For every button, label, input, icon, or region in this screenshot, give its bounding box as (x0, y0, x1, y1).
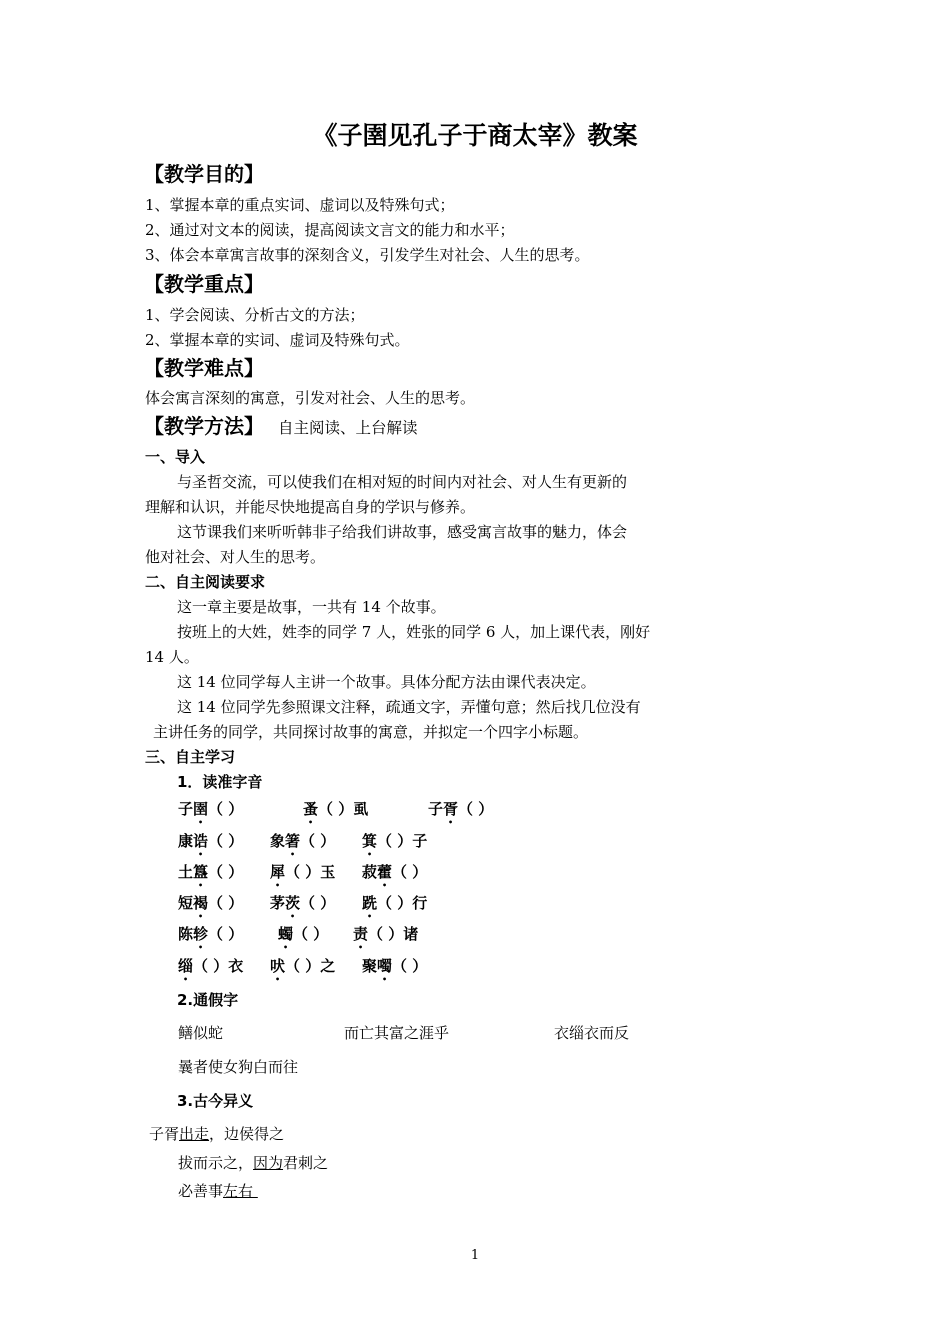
tongjia-item: 曩者使女狗白而往 (178, 1058, 299, 1076)
pronunciation-item: 跣（ ）行 (362, 894, 428, 912)
pronunciation-item: 蚤（ ）虱 (303, 800, 369, 818)
subheading-pronunciation: 1．读准字音 (177, 773, 263, 791)
guji-item: 拔而示之，因为君刺之 (178, 1154, 329, 1172)
paragraph-line: 这一章主要是故事，一共有 14 个故事。 (177, 598, 446, 616)
paragraph-line: 14 人。 (145, 648, 199, 666)
pronunciation-item: 菽藿（ ） (362, 863, 428, 881)
paragraph-line: 与圣哲交流，可以使我们在相对短的时间内对社会、对人生有更新的 (177, 473, 628, 491)
key-point-item: 1、学会阅读、分析古文的方法； (145, 306, 365, 324)
tongjia-item: 衣缁衣而反 (554, 1024, 630, 1042)
subheading-tongjia: 2.通假字 (177, 991, 239, 1009)
tongjia-item: 而亡其富之涯乎 (344, 1024, 450, 1042)
key-point-item: 2、掌握本章的实词、虚词及特殊句式。 (145, 331, 410, 349)
paragraph-line: 这 14 位同学每人主讲一个故事。具体分配方法由课代表决定。 (177, 673, 596, 691)
page-number: 1 (470, 1248, 480, 1263)
difficulties-text: 体会寓言深刻的寓意，引发对社会、人生的思考。 (145, 389, 476, 407)
pronunciation-item: 吠（ ）之 (270, 957, 336, 975)
pronunciation-item: 短褐（ ） (178, 894, 244, 912)
page-title: 《子圉见孔子于商太宰》教案 (312, 121, 638, 150)
methods-text: 自主阅读、上台解读 (278, 419, 418, 437)
section-heading-reading: 二、自主阅读要求 (145, 573, 266, 591)
pronunciation-item: 茅茨（ ） (270, 894, 336, 912)
methods-heading (144, 411, 418, 443)
subheading-guji: 3.古今异义 (177, 1092, 254, 1110)
paragraph-line: 这 14 位同学先参照课文注释，疏通文字，弄懂句意；然后找几位没有 (177, 698, 641, 716)
paragraph-line: 按班上的大姓，姓李的同学 7 人，姓张的同学 6 人，加上课代表，刚好 (177, 623, 651, 641)
paragraph-line: 他对社会、对人生的思考。 (145, 548, 326, 566)
paragraph-line: 主讲任务的同学，共同探讨故事的寓意，并拟定一个四字小标题。 (153, 723, 589, 741)
section-heading-self-study: 三、自主学习 (145, 748, 236, 766)
objectives-heading: 【教学目的】 (144, 162, 264, 186)
objective-item: 2、通过对文本的阅读，提高阅读文言文的能力和水平； (145, 221, 515, 239)
pronunciation-item: 康诰（ ） (178, 832, 244, 850)
pronunciation-item: 犀（ ）玉 (270, 863, 336, 881)
pronunciation-item: 子胥（ ） (428, 800, 494, 818)
guji-item: 必善事左右 (178, 1182, 258, 1200)
difficulties-heading: 【教学难点】 (144, 356, 264, 380)
pronunciation-item: 箕（ ）子 (362, 832, 428, 850)
key-points-heading: 【教学重点】 (144, 272, 264, 296)
tongjia-item: 鳝似蛇 (178, 1024, 224, 1042)
pronunciation-item: 聚噣（ ） (362, 957, 428, 975)
pronunciation-item: 陈轸（ ） (178, 925, 244, 943)
objective-item: 3、体会本章寓言故事的深刻含义，引发学生对社会、人生的思考。 (145, 246, 590, 264)
pronunciation-item: 责（ ）诸 (353, 925, 419, 943)
pronunciation-item: 蠋（ ） (278, 925, 329, 943)
pronunciation-item: 缁（ ）衣 (178, 957, 244, 975)
objective-item: 1、掌握本章的重点实词、虚词以及特殊句式； (145, 196, 455, 214)
guji-item: 子胥出走，边侯得之 (149, 1125, 285, 1143)
section-heading-intro: 一、导入 (145, 448, 206, 466)
pronunciation-item: 土簋（ ） (178, 863, 244, 881)
paragraph-line: 理解和认识，并能尽快地提高自身的学识与修养。 (145, 498, 476, 516)
methods-heading-label: 【教学方法】 (144, 414, 264, 438)
pronunciation-item: 子圉（ ） (178, 800, 244, 818)
paragraph-line: 这节课我们来听听韩非子给我们讲故事，感受寓言故事的魅力，体会 (177, 523, 628, 541)
pronunciation-item: 象箸（ ） (270, 832, 336, 850)
